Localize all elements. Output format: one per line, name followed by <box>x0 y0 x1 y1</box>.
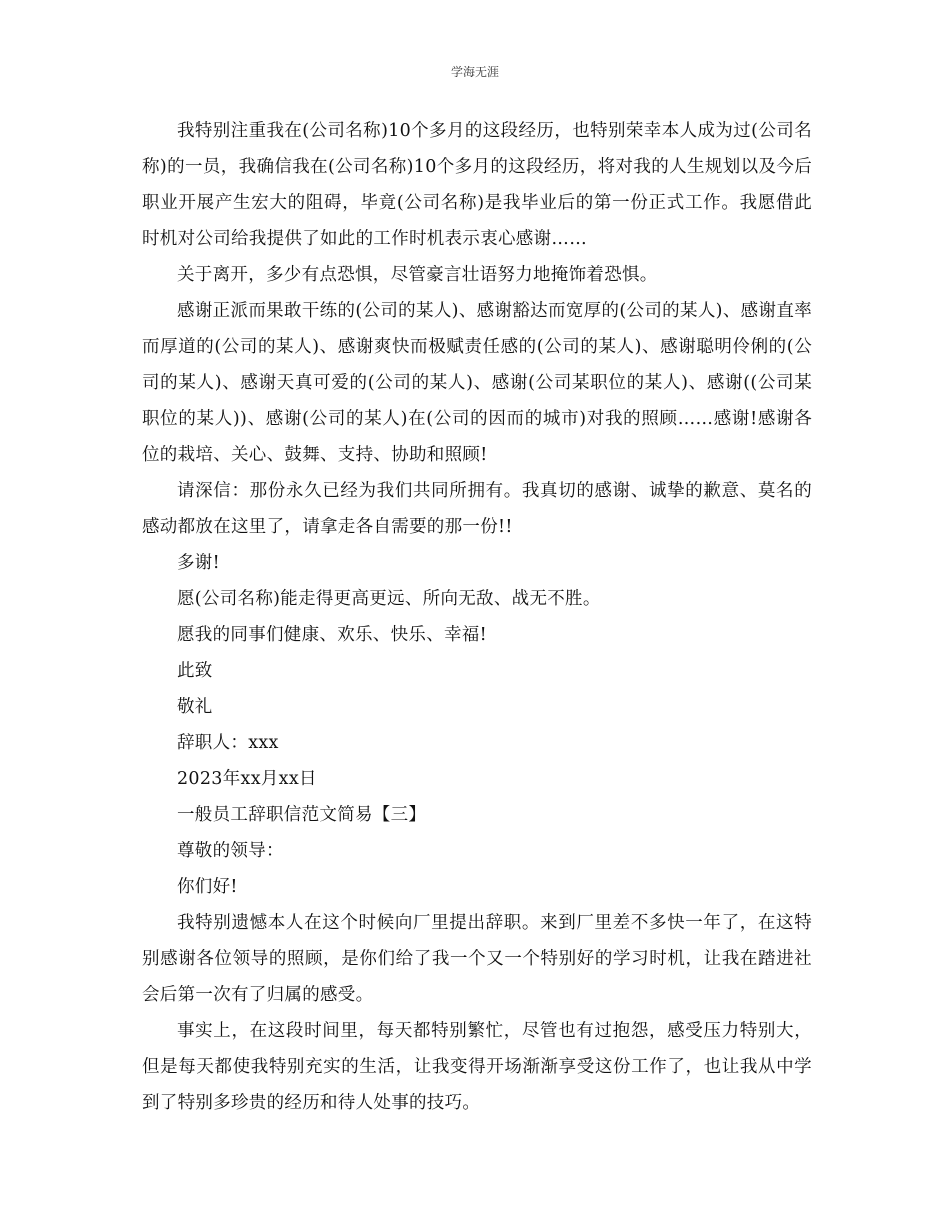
paragraph-wish-colleagues: 愿我的同事们健康、欢乐、快乐、幸福! <box>177 625 487 645</box>
paragraph-gratitude-experience: 我特别注重我在(公司名称)10个多月的这段经历，也特别荣幸本人成为过(公司名称)的一员，我确信我在(公司名称)10个多月的这段经历，将对我的人生规划以及今后职业开展产生宏大的阻碍，毕竟(公司名称)是我毕业后的第一份正式工作。我愿借此时机对公司给我提供了如此的工作时机表示衷心感谢…… <box>142 121 812 249</box>
paragraph-busy-work: 事实上，在这段时间里，每天都特别繁忙，尽管也有过抱怨，感受压力特别大，但是每天都使我特别充实的生活，让我变得开场渐渐享受这份工作了，也让我从中学到了特别多珍贵的经历和待人处事的技巧。 <box>142 1021 812 1113</box>
closing-regards: 敬礼 <box>177 697 213 717</box>
date-line: 2023年xx月xx日 <box>177 769 317 789</box>
document-body <box>142 113 812 1121</box>
closing-salutation: 此致 <box>177 661 213 681</box>
signature-line: 辞职人：xxx <box>177 733 279 753</box>
section-title: 一般员工辞职信范文简易【三】 <box>177 805 427 825</box>
paragraph-believe: 请深信：那份永久已经为我们共同所拥有。我真切的感谢、诚挚的歉意、莫名的感动都放在这里了，请拿走各自需要的那一份!! <box>142 481 812 537</box>
greeting-hello: 你们好! <box>177 877 238 897</box>
page-header: 学海无涯 <box>450 65 499 79</box>
greeting-addressee: 尊敬的领导： <box>177 841 284 861</box>
paragraph-wish-company: 愿(公司名称)能走得更高更远、所向无敌、战无不胜。 <box>177 589 601 609</box>
paragraph-thanks-colleagues: 感谢正派而果敢干练的(公司的某人)、感谢豁达而宽厚的(公司的某人)、感谢直率而厚道的(公司的某人)、感谢爽快而极赋责任感的(公司的某人)、感谢聪明伶俐的(公司的某人)、感谢天真可爱的(公司的某人)、感谢(公司某职位的某人)、感谢((公司某职位的某人))、感谢(公司的某人)在(公司的因而的城市)对我的照顾……感谢!感谢各位的栽培、关心、鼓舞、支持、协助和照顾! <box>142 301 812 465</box>
paragraph-leaving-fear: 关于离开，多少有点恐惧，尽管豪言壮语努力地掩饰着恐惧。 <box>177 265 658 285</box>
paragraph-thanks: 多谢! <box>177 553 220 573</box>
paragraph-regret-resign: 我特别遗憾本人在这个时候向厂里提出辞职。来到厂里差不多快一年了，在这特别感谢各位领导的照顾，是你们给了我一个又一个特别好的学习时机，让我在踏进社会后第一次有了归属的感受。 <box>142 913 812 1005</box>
